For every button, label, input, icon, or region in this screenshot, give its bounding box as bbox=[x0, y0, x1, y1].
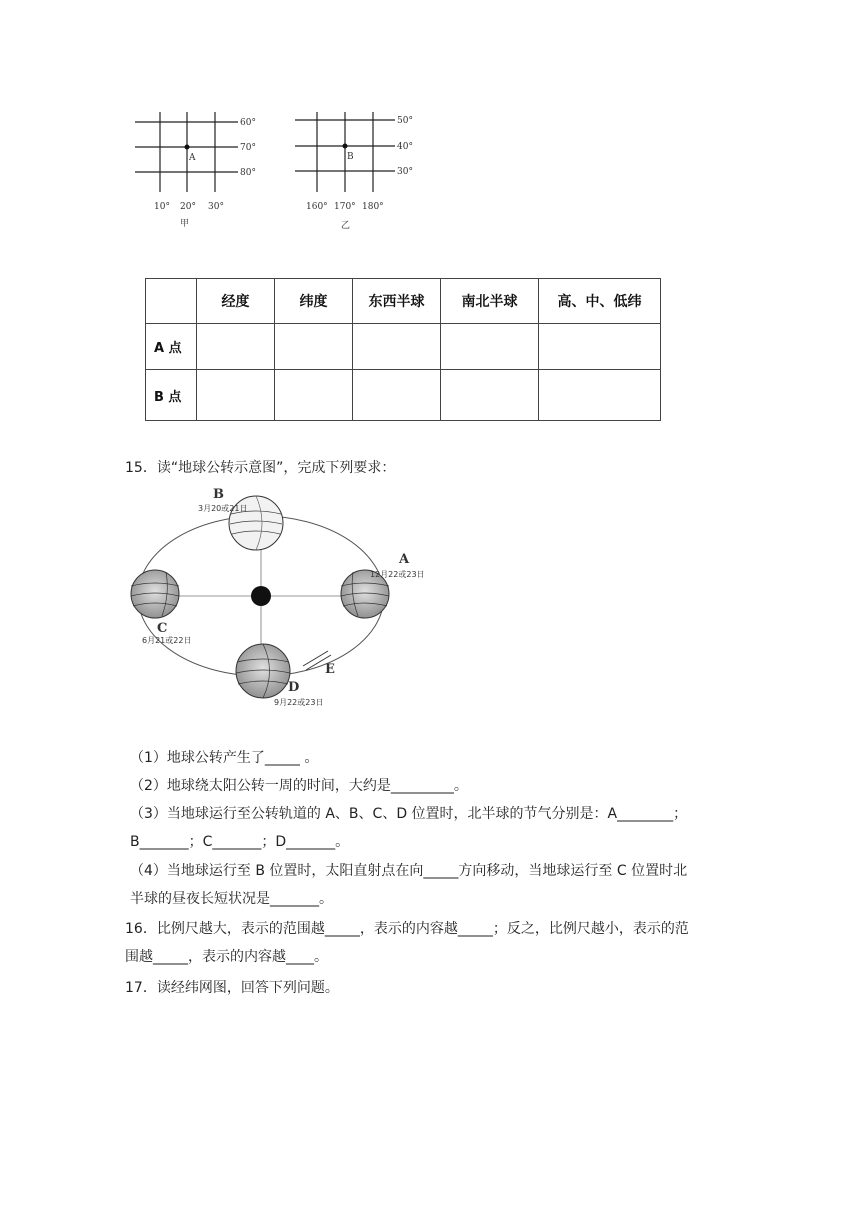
label-e: E bbox=[325, 662, 335, 677]
label-c: C bbox=[157, 621, 168, 636]
cell-a-east-west[interactable] bbox=[353, 324, 441, 370]
label-b: B bbox=[213, 487, 224, 502]
cell-b-zone[interactable] bbox=[539, 370, 661, 421]
row-label-a: A 点 bbox=[146, 324, 197, 370]
header-latitude-zone: 高、中、低纬 bbox=[539, 279, 661, 324]
grid-map-jia bbox=[130, 110, 270, 230]
date-b: 3月20或21日 bbox=[198, 504, 248, 513]
cell-a-latitude[interactable] bbox=[275, 324, 353, 370]
question-16-line-2: 围越_____，表示的内容越____。 bbox=[125, 949, 328, 965]
earth-revolution-diagram bbox=[128, 486, 425, 711]
lon-label-180: 180° bbox=[362, 202, 384, 212]
lon-label-30: 30° bbox=[208, 202, 224, 212]
cell-b-east-west[interactable] bbox=[353, 370, 441, 421]
question-15-item-1: （1）地球公转产生了_____ 。 bbox=[130, 750, 319, 766]
header-east-west-hemisphere: 东西半球 bbox=[353, 279, 441, 324]
point-b-dot bbox=[343, 144, 348, 149]
date-d: 9月22或23日 bbox=[274, 698, 324, 707]
lon-label-20: 20° bbox=[180, 202, 196, 212]
date-c: 6月21或22日 bbox=[142, 636, 192, 645]
map-caption-jia: 甲 bbox=[180, 219, 190, 229]
label-d: D bbox=[288, 680, 300, 695]
lat-label-50: 50° bbox=[397, 116, 413, 126]
cell-b-longitude[interactable] bbox=[197, 370, 275, 421]
lon-label-170: 170° bbox=[334, 202, 356, 212]
cell-b-latitude[interactable] bbox=[275, 370, 353, 421]
table-row bbox=[146, 370, 661, 421]
question-15-item-3-cont: B_______；C_______；D_______。 bbox=[130, 834, 350, 850]
lat-label-70: 70° bbox=[240, 143, 256, 153]
lat-label-80: 80° bbox=[240, 168, 256, 178]
lon-label-160: 160° bbox=[306, 202, 328, 212]
table-header-row bbox=[146, 279, 661, 324]
date-a: 12月22或23日 bbox=[370, 570, 425, 579]
header-north-south-hemisphere: 南北半球 bbox=[441, 279, 539, 324]
lat-label-60: 60° bbox=[240, 118, 256, 128]
cell-a-zone[interactable] bbox=[539, 324, 661, 370]
map-caption-yi: 乙 bbox=[341, 221, 351, 231]
header-longitude: 经度 bbox=[197, 279, 275, 324]
question-15-item-2: （2）地球绕太阳公转一周的时间，大约是_________。 bbox=[130, 778, 468, 794]
question-15-item-4: （4）当地球运行至 B 位置时，太阳直射点在向_____方向移动，当地球运行至 C 位置时北 bbox=[130, 863, 688, 879]
label-a: A bbox=[399, 552, 410, 567]
point-b-label: B bbox=[347, 152, 354, 162]
table-corner bbox=[146, 279, 197, 324]
cell-a-longitude[interactable] bbox=[197, 324, 275, 370]
lat-label-30: 30° bbox=[397, 167, 413, 177]
lon-label-10: 10° bbox=[154, 202, 170, 212]
answer-table bbox=[145, 278, 661, 421]
question-17-title: 17．读经纬网图，回答下列问题。 bbox=[125, 980, 339, 996]
cell-b-north-south[interactable] bbox=[441, 370, 539, 421]
cell-a-north-south[interactable] bbox=[441, 324, 539, 370]
point-a-dot bbox=[185, 145, 190, 150]
question-15-title: 15．读“地球公转示意图”，完成下列要求： bbox=[125, 460, 396, 476]
header-latitude: 纬度 bbox=[275, 279, 353, 324]
question-15-item-4-cont: 半球的昼夜长短状况是_______。 bbox=[130, 891, 333, 907]
question-16-line-1: 16．比例尺越大，表示的范围越_____，表示的内容越_____；反之，比例尺越小，表示的范 bbox=[125, 921, 689, 937]
question-15-item-3: （3）当地球运行至公转轨道的 A、B、C、D 位置时，北半球的节气分别是：A________； bbox=[130, 806, 688, 822]
point-a-label: A bbox=[189, 153, 196, 163]
row-label-b: B 点 bbox=[146, 370, 197, 421]
table-row bbox=[146, 324, 661, 370]
grid-map-yi bbox=[290, 110, 430, 230]
lat-label-40: 40° bbox=[397, 142, 413, 152]
globe-d-icon bbox=[236, 644, 290, 698]
globe-c-icon bbox=[131, 570, 179, 618]
sun-icon bbox=[251, 586, 271, 606]
